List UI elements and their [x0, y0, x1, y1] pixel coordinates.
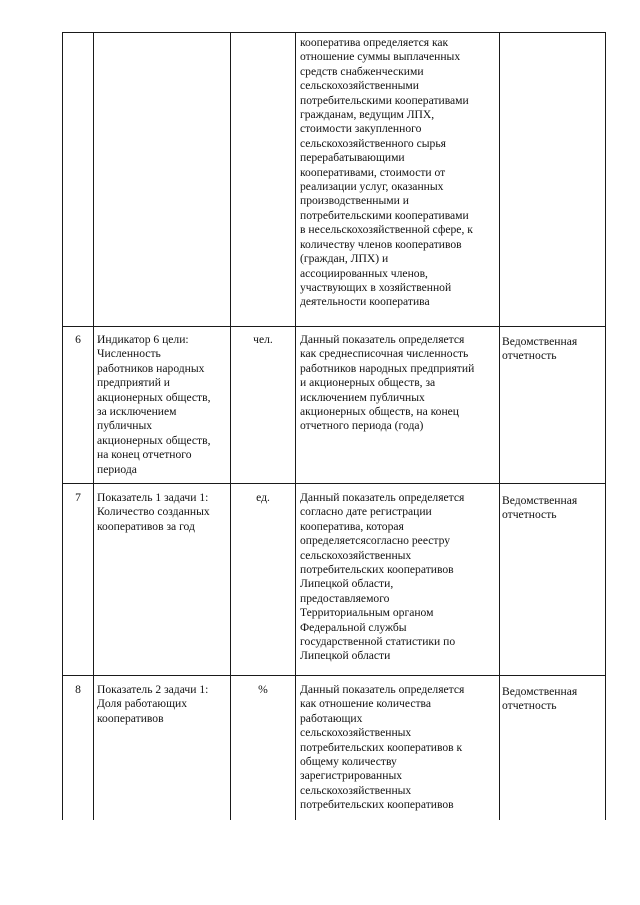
table-row-2-unit: чел. — [253, 333, 273, 346]
table-row-2-indicator: Индикатор 6 цели: Численность работников народных предприятий и акционерных обществ, за исключением публичных акционерных обществ, на конец отчетного периода — [97, 333, 211, 476]
table-row-3-indicator: Показатель 1 задачи 1: Количество созданных кооперативов за год — [97, 491, 210, 533]
table-row-2-source: Ведомственная отчетность — [502, 335, 578, 363]
table-row-1-method: кооператива определяется как отношение суммы выплаченных средств снабженческими сельскохозяйственными потребительскими кооперативами гражданам, ведущим ЛПХ, стоимости закупленного сельскохозяйственного сырья перерабатывающими кооперативами, стоимости от реализации услуг, оказанных производственными и потребительскими кооперативами в несельскохозяйственной сфере, к количеству членов кооперативов (граждан, ЛПХ) и ассоциированных членов, участвующих в хозяйственной деятельности кооператива — [300, 36, 473, 309]
table-row-4-source: Ведомственная отчетность — [502, 685, 578, 713]
row-separator-3 — [62, 675, 606, 676]
table-row-4-indicator: Показатель 2 задачи 1: Доля работающих кооперативов — [97, 683, 209, 725]
table-row-4-number: 8 — [75, 683, 81, 696]
table-border-top — [62, 32, 606, 33]
table-row-3-number: 7 — [75, 491, 81, 504]
table-row-4-unit: % — [258, 683, 268, 696]
table-divider-3 — [295, 32, 296, 820]
table-row-4-method: Данный показатель определяется как отношение количества работающих сельскохозяйственных потребительских кооперативов к общему количеству зарегистрированных сельскохозяйственных потребительских кооперативов — [300, 683, 465, 812]
table-row-2-number: 6 — [75, 333, 81, 346]
table-border-left — [62, 32, 63, 820]
table-row-3-unit: ед. — [256, 491, 270, 504]
row-separator-2 — [62, 483, 606, 484]
table-row-3-source: Ведомственная отчетность — [502, 494, 578, 522]
table-divider-1 — [93, 32, 94, 820]
table-border-right — [605, 32, 606, 820]
row-separator-1 — [62, 326, 606, 327]
table-row-3-method: Данный показатель определяется согласно дате регистрации кооператива, которая определяетсясогласно реестру сельскохозяйственных потребительских кооперативов Липецкой области, предоставляемого Территориальным органом Федеральной службы государственной статистики по Липецкой области — [300, 491, 465, 663]
table-row-2-method: Данный показатель определяется как среднесписочная численность работников народных предприятий и акционерных обществ, за исключением публичных акционерных обществ, на конец отчетного периода (года) — [300, 333, 475, 433]
